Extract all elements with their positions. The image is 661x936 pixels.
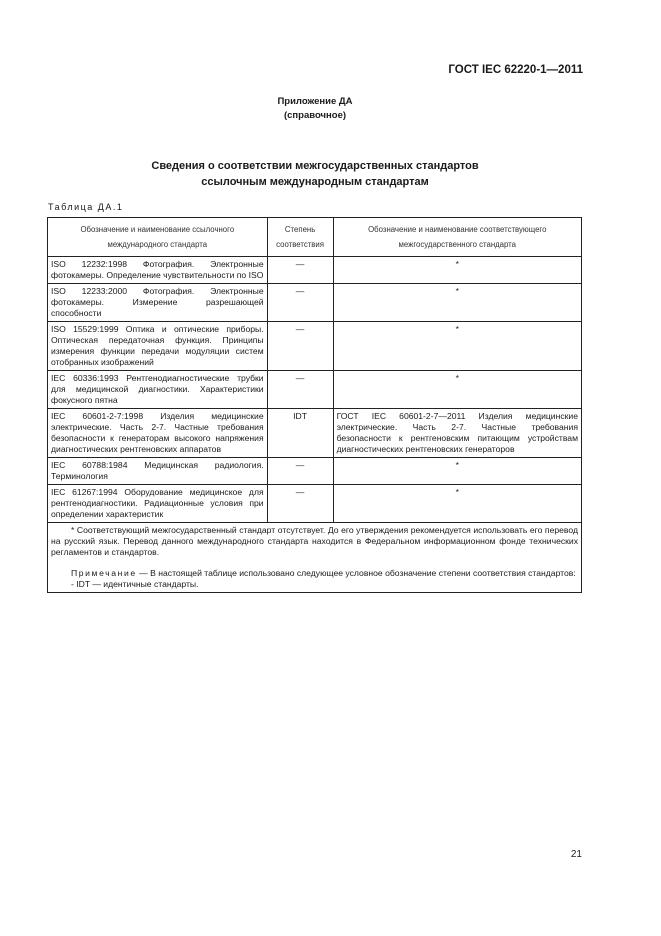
column-header-international: Обозначение и наименование ссылочного международного стандарта: [48, 218, 268, 257]
table-note: [51, 568, 578, 579]
standard-code: ГОСТ IEC 62220-1—2011: [448, 64, 583, 76]
column-header-interstate: Обозначение и наименование соответствующего межгосударственного стандарта: [333, 218, 581, 257]
cell-interstate: *: [333, 257, 581, 284]
page-number: 21: [570, 849, 582, 860]
cell-international: IEC 60788:1984 Медицинская радиология. Терминология: [48, 458, 268, 485]
correspondence-table: [47, 217, 582, 593]
cell-international: IEC 61267:1994 Оборудование медицинское для рентгенодиагностики. Радиационные условия при определении характеристик: [48, 485, 268, 523]
cell-interstate: *: [333, 322, 581, 371]
cell-degree: —: [267, 485, 333, 523]
table-row: [48, 458, 582, 485]
table-row: [48, 485, 582, 523]
document-title-line-2: ссылочным международным стандартам: [201, 176, 429, 188]
cell-international: ISO 12232:1998 Фотография. Электронные фотокамеры. Определение чувствительности по ISO: [48, 257, 268, 284]
appendix-heading: [0, 95, 630, 123]
cell-degree: —: [267, 322, 333, 371]
cell-international: IEC 60601-2-7:1998 Изделия медицинские электрические. Часть 2-7. Частные требования безопасности к генераторам высокого напряжения диагностических рентгеновских аппаратов: [48, 409, 268, 458]
note-text: — В настоящей таблице использовано следующее условное обозначение степени соответствия стандартов:: [139, 568, 576, 578]
cell-interstate: *: [333, 284, 581, 322]
note-label: Примечание: [71, 568, 137, 578]
table-row: [48, 257, 582, 284]
cell-interstate: *: [333, 485, 581, 523]
cell-degree: IDT: [267, 409, 333, 458]
cell-international: IEC 60336:1993 Рентгенодиагностические трубки для медицинской диагностики. Характеристики фокусного пятна: [48, 371, 268, 409]
table-row: [48, 322, 582, 371]
appendix-title: Приложение ДА: [277, 96, 353, 107]
table-footnote-row: [48, 523, 582, 593]
table-footnote-cell: [48, 523, 582, 593]
document-title: [0, 158, 630, 190]
table-row: [48, 284, 582, 322]
cell-degree: —: [267, 284, 333, 322]
cell-interstate: *: [333, 458, 581, 485]
cell-degree: —: [267, 458, 333, 485]
table-header-row: [48, 218, 582, 257]
cell-international: ISO 15529:1999 Оптика и оптические приборы. Оптическая передаточная функция. Принципы измерения функции передачи модуляции систем отобранных изображений: [48, 322, 268, 371]
footnote-text: * Соответствующий межгосударственный стандарт отсутствует. До его утверждения рекомендуется использовать его перевод на русский язык. Перевод данного международного стандарта находится в Федеральном информационном фонде технических регламентов и стандартов.: [51, 525, 578, 557]
table-caption: Таблица ДА.1: [48, 202, 124, 212]
document-title-line-1: Сведения о соответствии межгосударственных стандартов: [151, 160, 479, 172]
cell-degree: —: [267, 371, 333, 409]
cell-interstate: *: [333, 371, 581, 409]
note-item: - IDT — идентичные стандарты.: [71, 579, 199, 589]
column-header-degree: Степень соответствия: [267, 218, 333, 257]
appendix-subtitle: (справочное): [283, 110, 347, 121]
cell-degree: —: [267, 257, 333, 284]
cell-international: ISO 12233:2000 Фотография. Электронные фотокамеры. Измерение разрешающей способности: [48, 284, 268, 322]
cell-interstate: ГОСТ IEC 60601-2-7—2011 Изделия медицинские электрические. Часть 2-7. Частные требования безопасности к рентгеновским питающим устройствам диагностических рентгеновских генераторов: [333, 409, 581, 458]
table-row: [48, 409, 582, 458]
table-row: [48, 371, 582, 409]
